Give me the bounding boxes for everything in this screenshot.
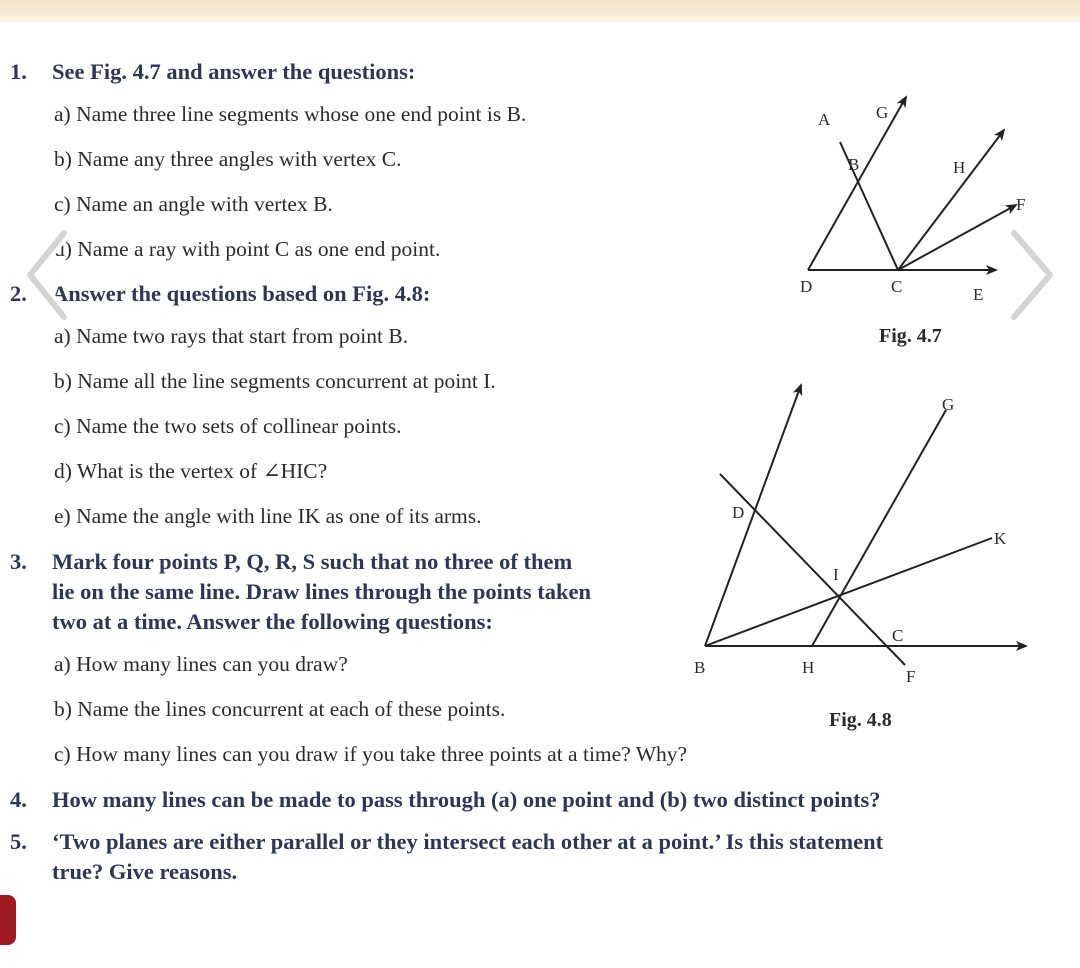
question-3a: a) How many lines can you draw? — [54, 652, 348, 676]
fig47-label-A: A — [818, 110, 831, 129]
fig48-label-D: D — [732, 503, 745, 522]
question-2b: b) Name all the line segments concurrent at point I. — [54, 369, 496, 393]
fig48-label-I: I — [833, 565, 839, 584]
question-5-number: 5. — [10, 829, 27, 854]
question-2-text: Answer the questions based on Fig. 4.8: — [52, 281, 431, 306]
question-3b: b) Name the lines concurrent at each of these points. — [54, 697, 506, 721]
question-2c: c) Name the two sets of collinear points. — [54, 414, 402, 438]
question-4-text: How many lines can be made to pass through (a) one point and (b) two distinct points? — [52, 787, 881, 812]
question-1-number: 1. — [10, 59, 27, 84]
question-2d: d) What is the vertex of ∠HIC? — [54, 459, 328, 483]
fig47-label-C: C — [891, 277, 903, 296]
fig48-line-HG — [812, 410, 946, 646]
question-3-text-line-2: lie on the same line. Draw lines through the points taken — [52, 579, 591, 604]
chevron-right-icon[interactable] — [1004, 225, 1060, 325]
fig48-line-DF — [720, 474, 905, 665]
fig47-label-H: H — [953, 158, 966, 177]
fig-4-7-caption: Fig. 4.7 — [879, 325, 942, 347]
question-3-text-line-3: two at a time. Answer the following questions: — [52, 609, 493, 634]
fig48-line-BK — [705, 538, 992, 646]
question-3-number: 3. — [10, 549, 27, 574]
fig48-label-K: K — [994, 529, 1007, 548]
question-2a: a) Name two rays that start from point B. — [54, 324, 409, 348]
fig47-label-G: G — [876, 103, 889, 122]
question-4-number: 4. — [10, 787, 27, 812]
fig47-label-E: E — [973, 285, 984, 304]
fig48-label-C: C — [892, 626, 904, 645]
question-2-number: 2. — [10, 281, 27, 306]
question-1-text: See Fig. 4.7 and answer the questions: — [52, 59, 416, 84]
question-1c: c) Name an angle with vertex B. — [54, 192, 333, 216]
fig47-ray-CF — [898, 205, 1016, 270]
fig47-ray-CH — [898, 130, 1004, 270]
fig47-label-F: F — [1016, 195, 1026, 214]
question-1a: a) Name three line segments whose one end point is B. — [54, 102, 527, 126]
fig48-label-B: B — [694, 658, 706, 677]
fig48-ray-BD — [705, 385, 801, 646]
fig47-label-B: B — [848, 155, 860, 174]
question-2e: e) Name the angle with line IK as one of its arms. — [54, 504, 482, 528]
fig48-label-H: H — [802, 658, 815, 677]
page-marker — [0, 895, 16, 945]
question-1b: b) Name any three angles with vertex C. — [54, 147, 402, 171]
question-1d: d) Name a ray with point C as one end point. — [54, 237, 441, 261]
chevron-left-icon[interactable] — [20, 225, 72, 325]
question-5-text-line-1: ‘Two planes are either parallel or they intersect each other at a point.’ Is this statement — [52, 829, 884, 854]
fig48-label-G: G — [942, 395, 955, 414]
question-5-text-line-2: true? Give reasons. — [52, 859, 238, 884]
question-3c: c) How many lines can you draw if you take three points at a time? Why? — [54, 742, 688, 766]
fig48-label-F: F — [906, 667, 916, 686]
fig-4-8-caption: Fig. 4.8 — [829, 709, 892, 731]
fig47-label-D: D — [800, 277, 813, 296]
question-3-text-line-1: Mark four points P, Q, R, S such that no three of them — [52, 549, 573, 574]
